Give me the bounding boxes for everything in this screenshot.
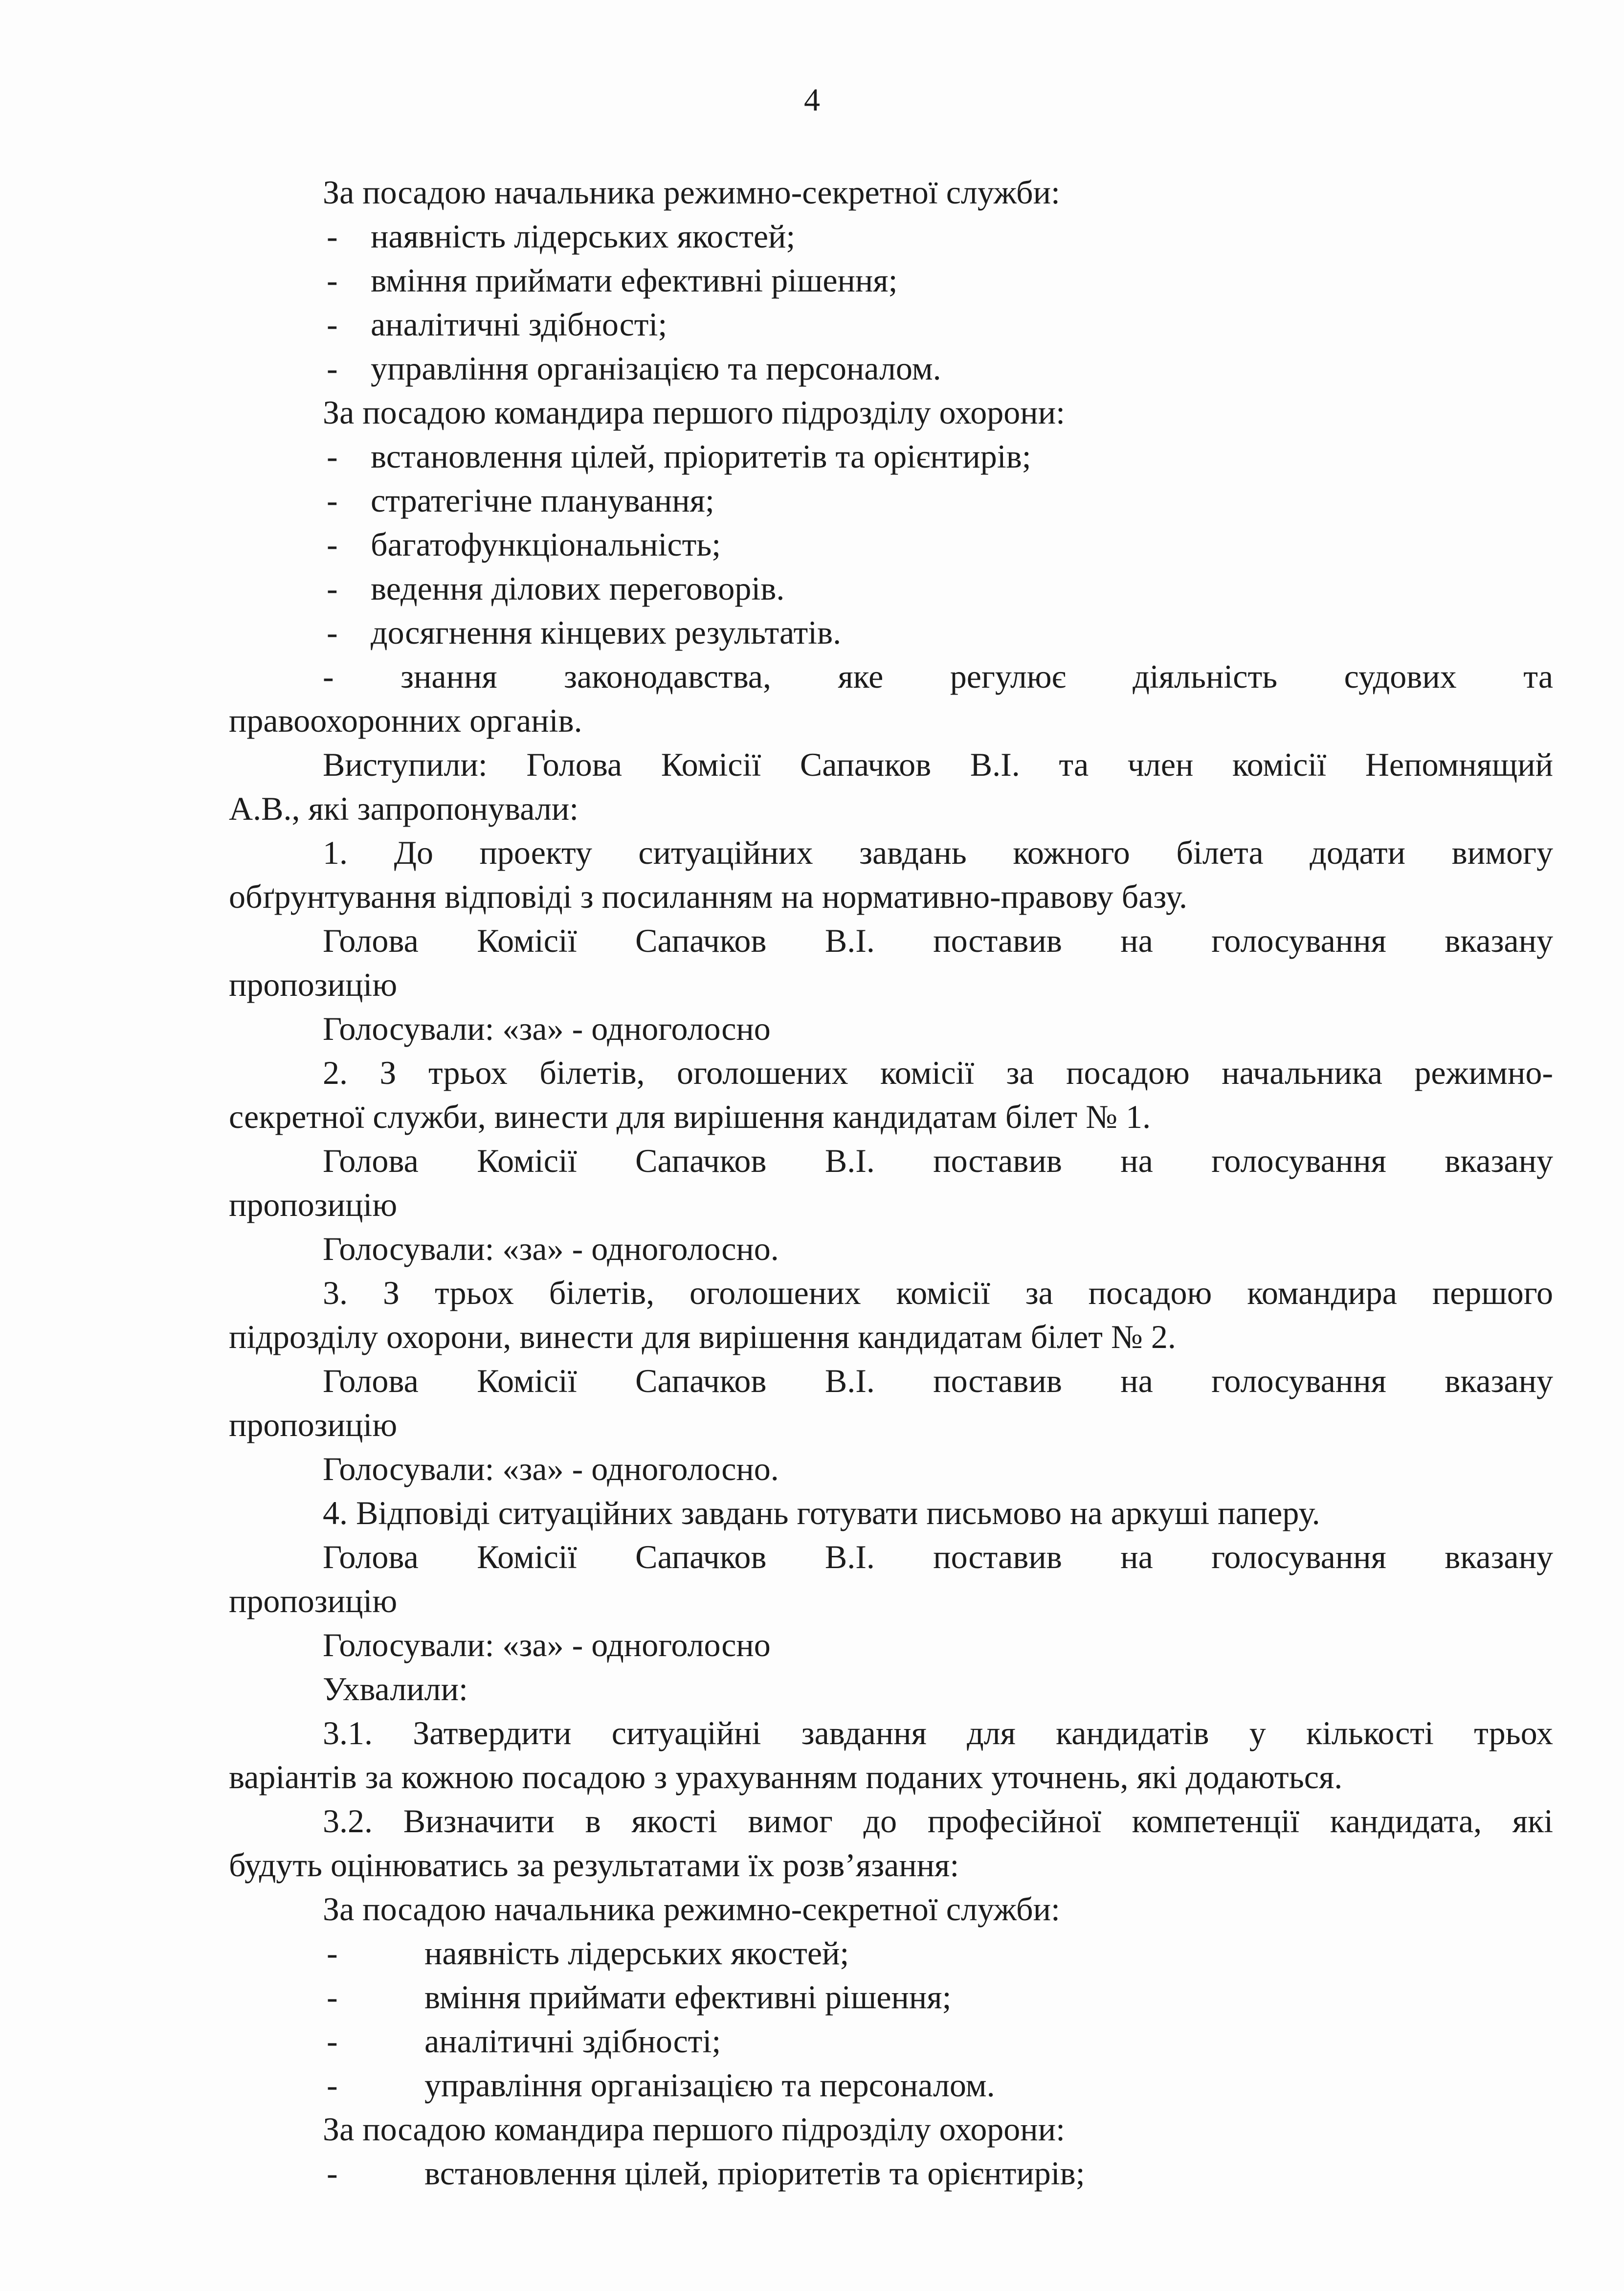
text-line: 4. Відповіді ситуаційних завдань готувати письмово на аркуші паперу. <box>323 1494 1320 1531</box>
text-line: За посадою командира першого підрозділу охорони: <box>323 2111 1065 2148</box>
dash-marker: - <box>327 350 338 387</box>
text-line: Голосували: «за» - одноголосно. <box>323 1450 779 1487</box>
dash-marker: - <box>327 1934 338 1972</box>
dash-marker: - <box>327 262 338 299</box>
bullet-text: стратегічне планування; <box>371 482 714 519</box>
text-line: А.В., які запропонували: <box>229 790 579 827</box>
dash-marker: - <box>327 2022 338 2060</box>
text-line: Ухвалили: <box>323 1670 468 1707</box>
text-line: пропозицію <box>229 1406 398 1443</box>
text-line: Голосували: «за» - одноголосно <box>323 1626 771 1663</box>
text-line: пропозицію <box>229 1582 398 1619</box>
document-body <box>229 170 1553 2195</box>
text-line: підрозділу охорони, винести для вирішення кандидатам білет № 2. <box>229 1318 1176 1355</box>
text-line: Голосували: «за» - одноголосно <box>323 1010 771 1047</box>
text-line: Голова Комісії Сапачков В.І. поставив на голосування вказану <box>323 922 1553 959</box>
bullet-item <box>229 258 1553 302</box>
text-line: Голосували: «за» - одноголосно. <box>323 1230 779 1267</box>
text-line: обґрунтування відповіді з посиланням на нормативно-правову базу. <box>229 878 1188 915</box>
text-line: 1. До проекту ситуаційних завдань кожного білета додати вимогу <box>323 834 1553 871</box>
bullet-text: управління організацією та персоналом. <box>371 350 941 387</box>
text-line: Голова Комісії Сапачков В.І. поставив на голосування вказану <box>323 1538 1553 1575</box>
bullet-item <box>229 478 1553 522</box>
text-line: Голова Комісії Сапачков В.І. поставив на голосування вказану <box>323 1362 1553 1399</box>
text-line: варіантів за кожною посадою з урахуванням поданих уточнень, які додаються. <box>229 1758 1343 1796</box>
dash-marker: - <box>327 570 338 607</box>
text-line: Голова Комісії Сапачков В.І. поставив на голосування вказану <box>323 1142 1553 1179</box>
bullet-text: управління організацією та персоналом. <box>424 2066 995 2104</box>
bullet-item <box>229 214 1553 258</box>
text-line: Виступили: Голова Комісії Сапачков В.І. та член комісії Непомнящий <box>323 746 1553 783</box>
dash-marker: - <box>327 2155 338 2192</box>
bullet-text: аналітичні здібності; <box>424 2022 721 2060</box>
text-line: секретної служби, винести для вирішення кандидатам білет № 1. <box>229 1098 1151 1135</box>
bullet-text: досягнення кінцевих результатів. <box>371 614 842 651</box>
dash-marker: - <box>327 438 338 475</box>
bullet-item <box>229 434 1553 478</box>
bullet-text: наявність лідерських якостей; <box>371 218 796 255</box>
text-line: пропозицію <box>229 966 398 1003</box>
text-line: За посадою начальника режимно-секретної служби: <box>323 1890 1060 1928</box>
bullet-text: аналітичні здібності; <box>371 306 667 343</box>
dash-marker: - <box>327 614 338 651</box>
bullet-text: встановлення цілей, пріоритетів та орієнтирів; <box>424 2155 1085 2192</box>
bullet-text: встановлення цілей, пріоритетів та орієнтирів; <box>371 438 1031 475</box>
text-line: - знання законодавства, яке регулює діяльність судових та <box>323 658 1553 695</box>
dash-marker: - <box>327 218 338 255</box>
bullet-item <box>229 522 1553 566</box>
text-line: За посадою командира першого підрозділу охорони: <box>323 394 1065 431</box>
bullet-item <box>229 610 1553 654</box>
text-line: За посадою начальника режимно-секретної служби: <box>323 174 1060 211</box>
text-line: 3.1. Затвердити ситуаційні завдання для кандидатів у кількості трьох <box>323 1714 1553 1752</box>
dash-marker: - <box>327 482 338 519</box>
text-line: пропозицію <box>229 1186 398 1223</box>
bullet-text: наявність лідерських якостей; <box>424 1934 849 1972</box>
dash-marker: - <box>327 1978 338 2016</box>
bullet-item <box>229 1931 1553 1975</box>
bullet-text: багатофункціональність; <box>371 526 721 563</box>
text-line: 3.2. Визначити в якості вимог до професійної компетенції кандидата, які <box>323 1802 1553 1840</box>
dash-marker: - <box>327 2066 338 2104</box>
dash-marker: - <box>327 306 338 343</box>
bullet-text: вміння приймати ефективні рішення; <box>371 262 898 299</box>
bullet-item <box>229 2063 1553 2107</box>
bullet-text: ведення ділових переговорів. <box>371 570 785 607</box>
text-line: правоохоронних органів. <box>229 702 582 739</box>
page-number: 4 <box>804 82 820 118</box>
bullet-item <box>229 2019 1553 2063</box>
bullet-text: вміння приймати ефективні рішення; <box>424 1978 952 2016</box>
text-line: 3. З трьох білетів, оголошених комісії за посадою командира першого <box>323 1274 1553 1311</box>
dash-marker: - <box>327 526 338 563</box>
bullet-item <box>229 2151 1553 2195</box>
bullet-item <box>229 566 1553 610</box>
text-line: 2. З трьох білетів, оголошених комісії за посадою начальника режимно- <box>323 1054 1553 1091</box>
bullet-item <box>229 346 1553 390</box>
bullet-item <box>229 1975 1553 2019</box>
text-line: будуть оцінюватись за результатами їх розв’язання: <box>229 1846 959 1884</box>
bullet-item <box>229 302 1553 346</box>
